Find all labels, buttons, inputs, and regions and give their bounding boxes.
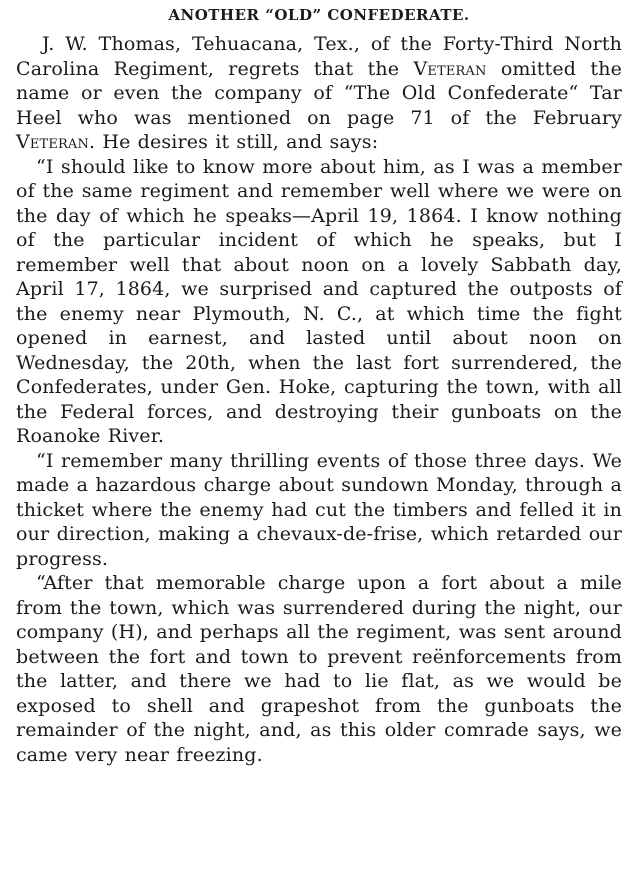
article xyxy=(16,4,622,767)
article-title: ANOTHER “OLD” CONFEDERATE. xyxy=(168,6,470,24)
intro-paragraph xyxy=(16,32,622,155)
veteran-name-2: Veteran xyxy=(16,131,89,153)
intro-text-a: J. W. Thomas, Tehuacana, Tex., of the Forty-Third North Carolina Regiment, regrets that the xyxy=(16,33,622,80)
paragraph-2: “I remember many thrilling events of those three days. We made a hazardous charge about sundown Monday, through a thicket where the enemy had cut the timbers and felled it in our direction, making a chevaux-de-frise, which retarded our progress. xyxy=(16,449,622,570)
veteran-name-1: Veteran xyxy=(413,57,487,80)
paragraph-1: “I should like to know more about him, as I was a member of the same regiment and remember well where we were on the day of which he speaks—April 19, 1864. I know nothing of the particular incident of which he speaks, but I remember well that about noon on a lovely Sabbath day, April 17, 1864, we surprised and captured the outposts of the enemy near Plymouth, N. C., at which time the fight opened in earnest, and lasted until about noon on Wednesday, the 20th, when the last fort surrendered, the Confederates, under Gen. Hoke, capturing the town, with all the Federal forces, and destroying their gunboats on the Roanoke River. xyxy=(16,155,622,447)
paragraph-3: “After that memorable charge upon a fort about a mile from the town, which was surrendered during the night, our company (H), and perhaps all the regiment, was sent around between the fort and town to prevent reënforcements from the latter, and there we had to lie flat, as we would be exposed to shell and grapeshot from the gunboats the remainder of the night, and, as this older comrade says, we came very near freezing. xyxy=(16,572,622,766)
intro-text-c: . He desires it still, and says: xyxy=(88,131,379,153)
intro-text-b: omitted the name or even the company of “The Old Confederate“ Tar Heel who was mentioned on page 71 of the February xyxy=(16,57,622,129)
